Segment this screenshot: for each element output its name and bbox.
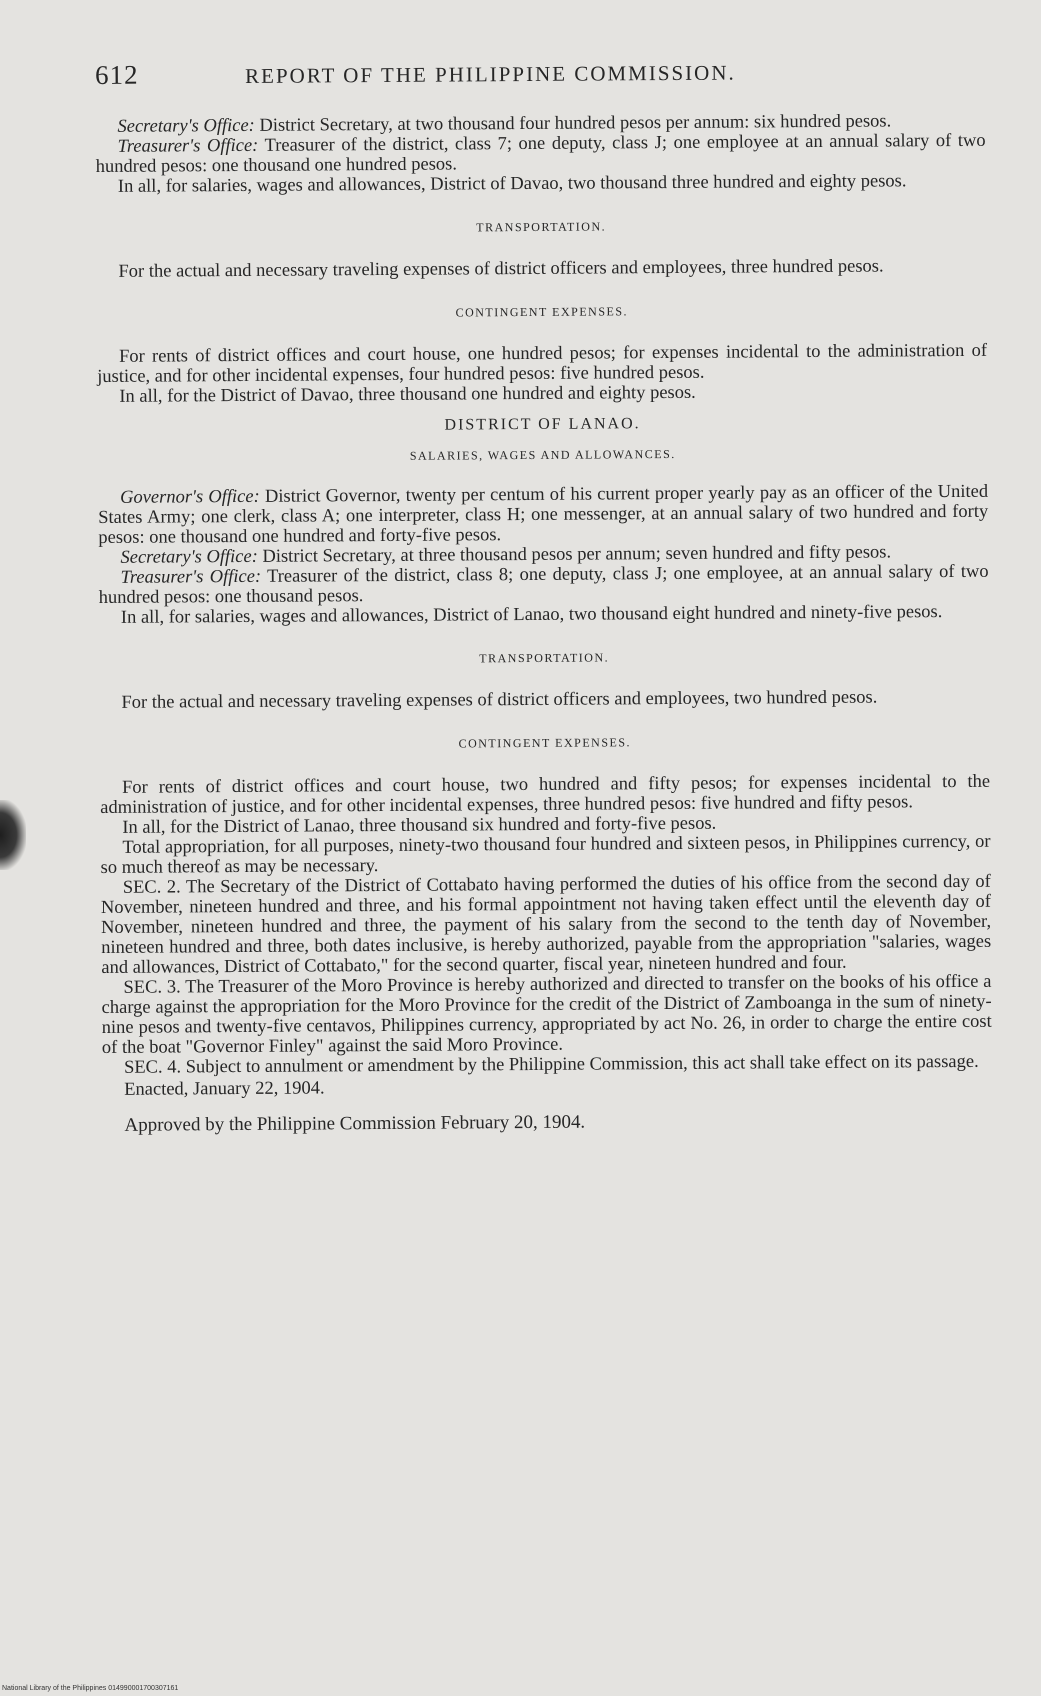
section-heading: TRANSPORTATION. (476, 219, 607, 235)
section-4-paragraph: SEC. 4. Subject to annulment or amendment by the Philippine Commission, this act shall take effect on its passage. (123, 1051, 979, 1078)
davao-transportation-paragraph: For the actual and necessary traveling expenses of district officers and employees, three hundred pesos. (118, 256, 884, 282)
davao-salaries-total: In all, for salaries, wages and allowances, District of Davao, two thousand three hundred and eighty pesos. (117, 171, 907, 197)
approved-line: Approved by the Philippine Commission February 20, 1904. (124, 1111, 586, 1136)
section-2-paragraph: SEC. 2. The Secretary of the District of Cottabato having performed the duties of his office from the second day of November, nineteen hundred and three, and his formal appointment not having taken effect until the eleventh day of November, nineteen hundred and three, the payment of his salary from the second to the tenth day of November, nineteen hundred and three, both dates inclusive, is hereby authorized, payable from the appropriation "salaries, wages and allowances, District of Cottabato," for the second quarter, fiscal year, nineteen hundred and four. (100, 871, 992, 978)
lanao-contingent-paragraph: For rents of district offices and court house, two hundred and fifty pesos; for expenses incidental to the administration of justice, and for other incidental expenses, three hundred pesos: five hundred and fifty pesos. (100, 771, 991, 818)
lanao-transportation-paragraph: For the actual and necessary traveling expenses of district officers and employees, two hundred pesos. (121, 687, 878, 713)
office-label: Secretary's Office: (117, 115, 255, 137)
page-edge-blot (0, 800, 26, 870)
page-header (95, 54, 985, 91)
lanao-salaries-total: In all, for salaries, wages and allowances, District of Lanao, two thousand eight hundred and ninety-five pesos. (120, 602, 943, 628)
paragraph-text: District Secretary, at three thousand pesos per annum; seven hundred and fifty pesos. (257, 542, 892, 567)
davao-treasurer-paragraph (96, 131, 986, 177)
section-3-paragraph: SEC. 3. The Treasurer of the Moro Province is hereby authorized and directed to transfer on the books of his office a charge against the appropriation for the Moro Province for the credit of the District of Zamboanga in the sum of ninety-nine pesos and twenty-five centavos, Philippines currency, appropriated by act No. 26, in order to charge the entire cost of the boat "Governor Finley" against the said Moro Province. (101, 971, 992, 1058)
archive-footer-mark: National Library of the Philippines 014990001700307161 (2, 1685, 179, 1692)
running-head: REPORT OF THE PHILIPPINE COMMISSION. (245, 60, 736, 88)
office-label: Treasurer's Office: (117, 135, 259, 157)
office-label: Treasurer's Office: (120, 566, 262, 588)
paragraph-text: Treasurer of the district, class 8; one deputy, class J; one employee, at an annual salary of two hundred pesos: one thousand pesos. (98, 561, 989, 608)
total-appropriation-paragraph: Total appropriation, for all purposes, ninety-two thousand four hundred and sixteen pesos, in Philippines currency, or so much thereof as may be necessary. (100, 831, 991, 878)
section-heading: SALARIES, WAGES AND ALLOWANCES. (409, 446, 676, 463)
paragraph-text: Treasurer of the district, class 7; one deputy, class J; one employee at an annual salary of two hundred pesos: one thousand one hundred pesos. (95, 130, 986, 177)
page-content (95, 54, 992, 1136)
lanao-treasurer-paragraph (99, 562, 989, 608)
page-number: 612 (95, 59, 139, 90)
enacted-line: Enacted, January 22, 1904. (124, 1078, 325, 1100)
davao-district-total: In all, for the District of Davao, three thousand one hundred and eighty pesos. (119, 382, 696, 407)
district-heading: DISTRICT OF LANAO. (444, 415, 641, 434)
paragraph-text: District Secretary, at two thousand four hundred pesos per annum: six hundred pesos. (254, 111, 892, 136)
section-heading: TRANSPORTATION. (479, 650, 610, 666)
lanao-governor-paragraph (98, 482, 988, 548)
paragraph-text: District Governor, twenty per centum of his current proper yearly pay as an officer of the United States Army; one clerk, class A; one interpreter, class H; one messenger, at an annual salary of two hundred and forty pesos: one thousand one hundred and forty-five pesos. (98, 481, 989, 548)
lanao-district-total: In all, for the District of Lanao, three thousand six hundred and forty-five pesos. (122, 813, 717, 838)
office-label: Governor's Office: (119, 486, 260, 508)
davao-contingent-paragraph: For rents of district offices and court house, one hundred pesos; for expenses incidental to the administration of justice, and for other incidental expenses, four hundred pesos: five hundred pesos. (97, 340, 988, 387)
section-heading: CONTINGENT EXPENSES. (458, 735, 632, 751)
office-label: Secretary's Office: (120, 546, 258, 568)
section-heading: CONTINGENT EXPENSES. (455, 304, 629, 320)
